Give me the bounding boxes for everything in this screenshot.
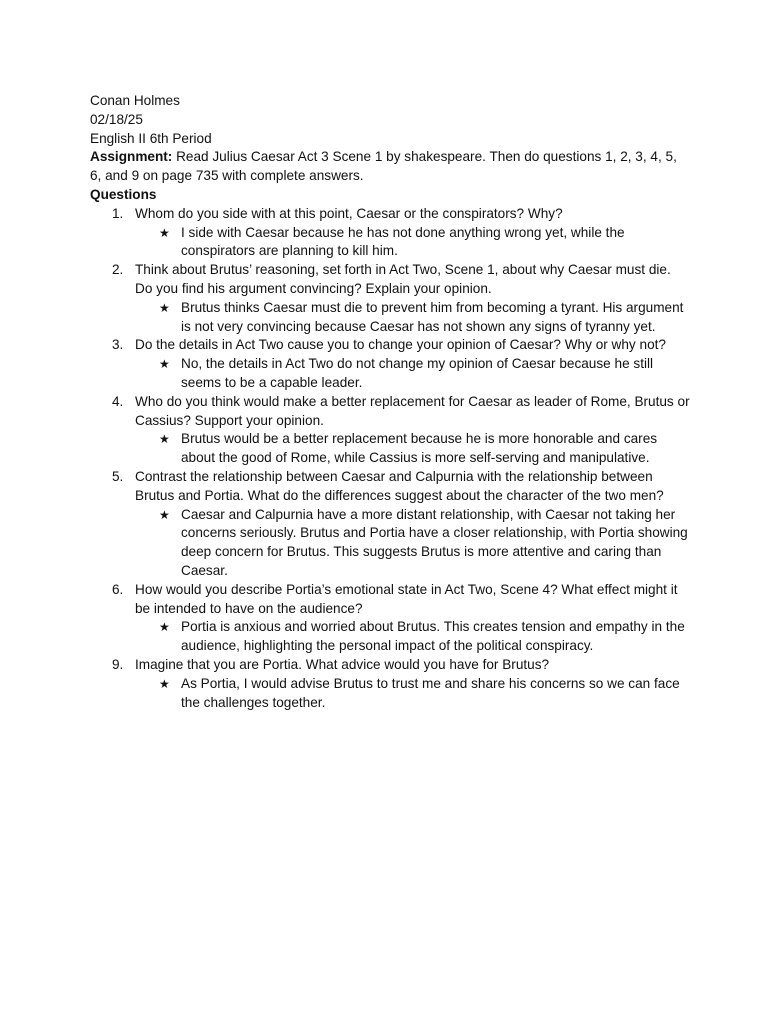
star-bullet-icon: ★ [159,507,170,522]
answer-text: Portia is anxious and worried about Brutus. This creates tension and empathy in the audience, highlighting the personal impact of the political conspiracy. [181,619,685,654]
question-number: 2. [112,262,124,278]
answer-text: As Portia, I would advise Brutus to trust me and share his concerns so we can face the challenges together. [181,675,680,710]
question-item [90,656,690,712]
question-item [90,393,690,468]
answer-text: Brutus would be a better replacement because he is more honorable and cares about the good of Rome, while Cassius is more self-serving and manipulative. [181,431,658,466]
document-date: 02/18/25 [90,111,143,127]
question-number: 4. [112,393,124,409]
assignment-paragraph [90,148,690,186]
question-number: 1. [112,205,124,221]
question-number: 9. [112,656,124,672]
answer-text: I side with Caesar because he has not done anything wrong yet, while the conspirators are planning to kill him. [181,224,625,259]
assignment-text: Read Julius Caesar Act 3 Scene 1 by shakespeare. Then do questions 1, 2, 3, 4, 5, 6, and 9 on page 735 with complete answers. [90,149,677,184]
star-bullet-icon: ★ [159,300,170,315]
question-item [90,468,690,581]
answer-item [90,299,690,337]
star-bullet-icon: ★ [159,225,170,240]
answer-item [90,224,690,262]
assignment-label: Assignment: [90,149,173,165]
answer-item [90,506,690,581]
question-number: 5. [112,468,124,484]
questions-heading: Questions [90,186,157,202]
question-number: 3. [112,337,124,353]
student-name: Conan Holmes [90,93,180,108]
star-bullet-icon: ★ [159,357,170,372]
questions-list [90,205,690,713]
answer-item [90,618,690,656]
answer-item [90,675,690,713]
question-item [90,261,690,336]
question-text: How would you describe Portia’s emotional state in Act Two, Scene 4? What effect might it be intended to have on the audience? [135,581,678,616]
question-item [90,581,690,656]
class-period: English II 6th Period [90,130,212,146]
document-page [90,92,690,712]
star-bullet-icon: ★ [159,676,170,691]
answer-text: Brutus thinks Caesar must die to prevent him from becoming a tyrant. His argument is not very convincing because Caesar has not shown any signs of tyranny yet. [181,299,684,334]
question-text: Who do you think would make a better replacement for Caesar as leader of Rome, Brutus or Cassius? Support your opinion. [135,393,690,428]
answer-item [90,430,690,468]
answer-item [90,355,690,393]
question-text: Imagine that you are Portia. What advice would you have for Brutus? [135,656,550,672]
question-text: Think about Brutus’ reasoning, set forth in Act Two, Scene 1, about why Caesar must die. Do you find his argument convincing? Explain your opinion. [135,262,671,296]
question-text: Do the details in Act Two cause you to change your opinion of Caesar? Why or why not? [135,337,666,353]
star-bullet-icon: ★ [159,620,170,635]
question-number: 6. [112,581,124,597]
question-item [90,205,690,261]
answer-text: Caesar and Calpurnia have a more distant relationship, with Caesar not taking her concerns seriously. Brutus and Portia have a closer relationship, with Portia showing deep concern for Brutus. This suggests Brutus is more attentive and caring than Caesar. [181,506,688,578]
star-bullet-icon: ★ [159,432,170,447]
question-text: Contrast the relationship between Caesar and Calpurnia with the relationship between Brutus and Portia. What do the differences suggest about the character of the two men? [135,468,664,503]
answer-text: No, the details in Act Two do not change my opinion of Caesar because he still seems to be a capable leader. [181,356,654,390]
question-text: Whom do you side with at this point, Caesar or the conspirators? Why? [135,205,563,221]
question-item [90,336,690,392]
